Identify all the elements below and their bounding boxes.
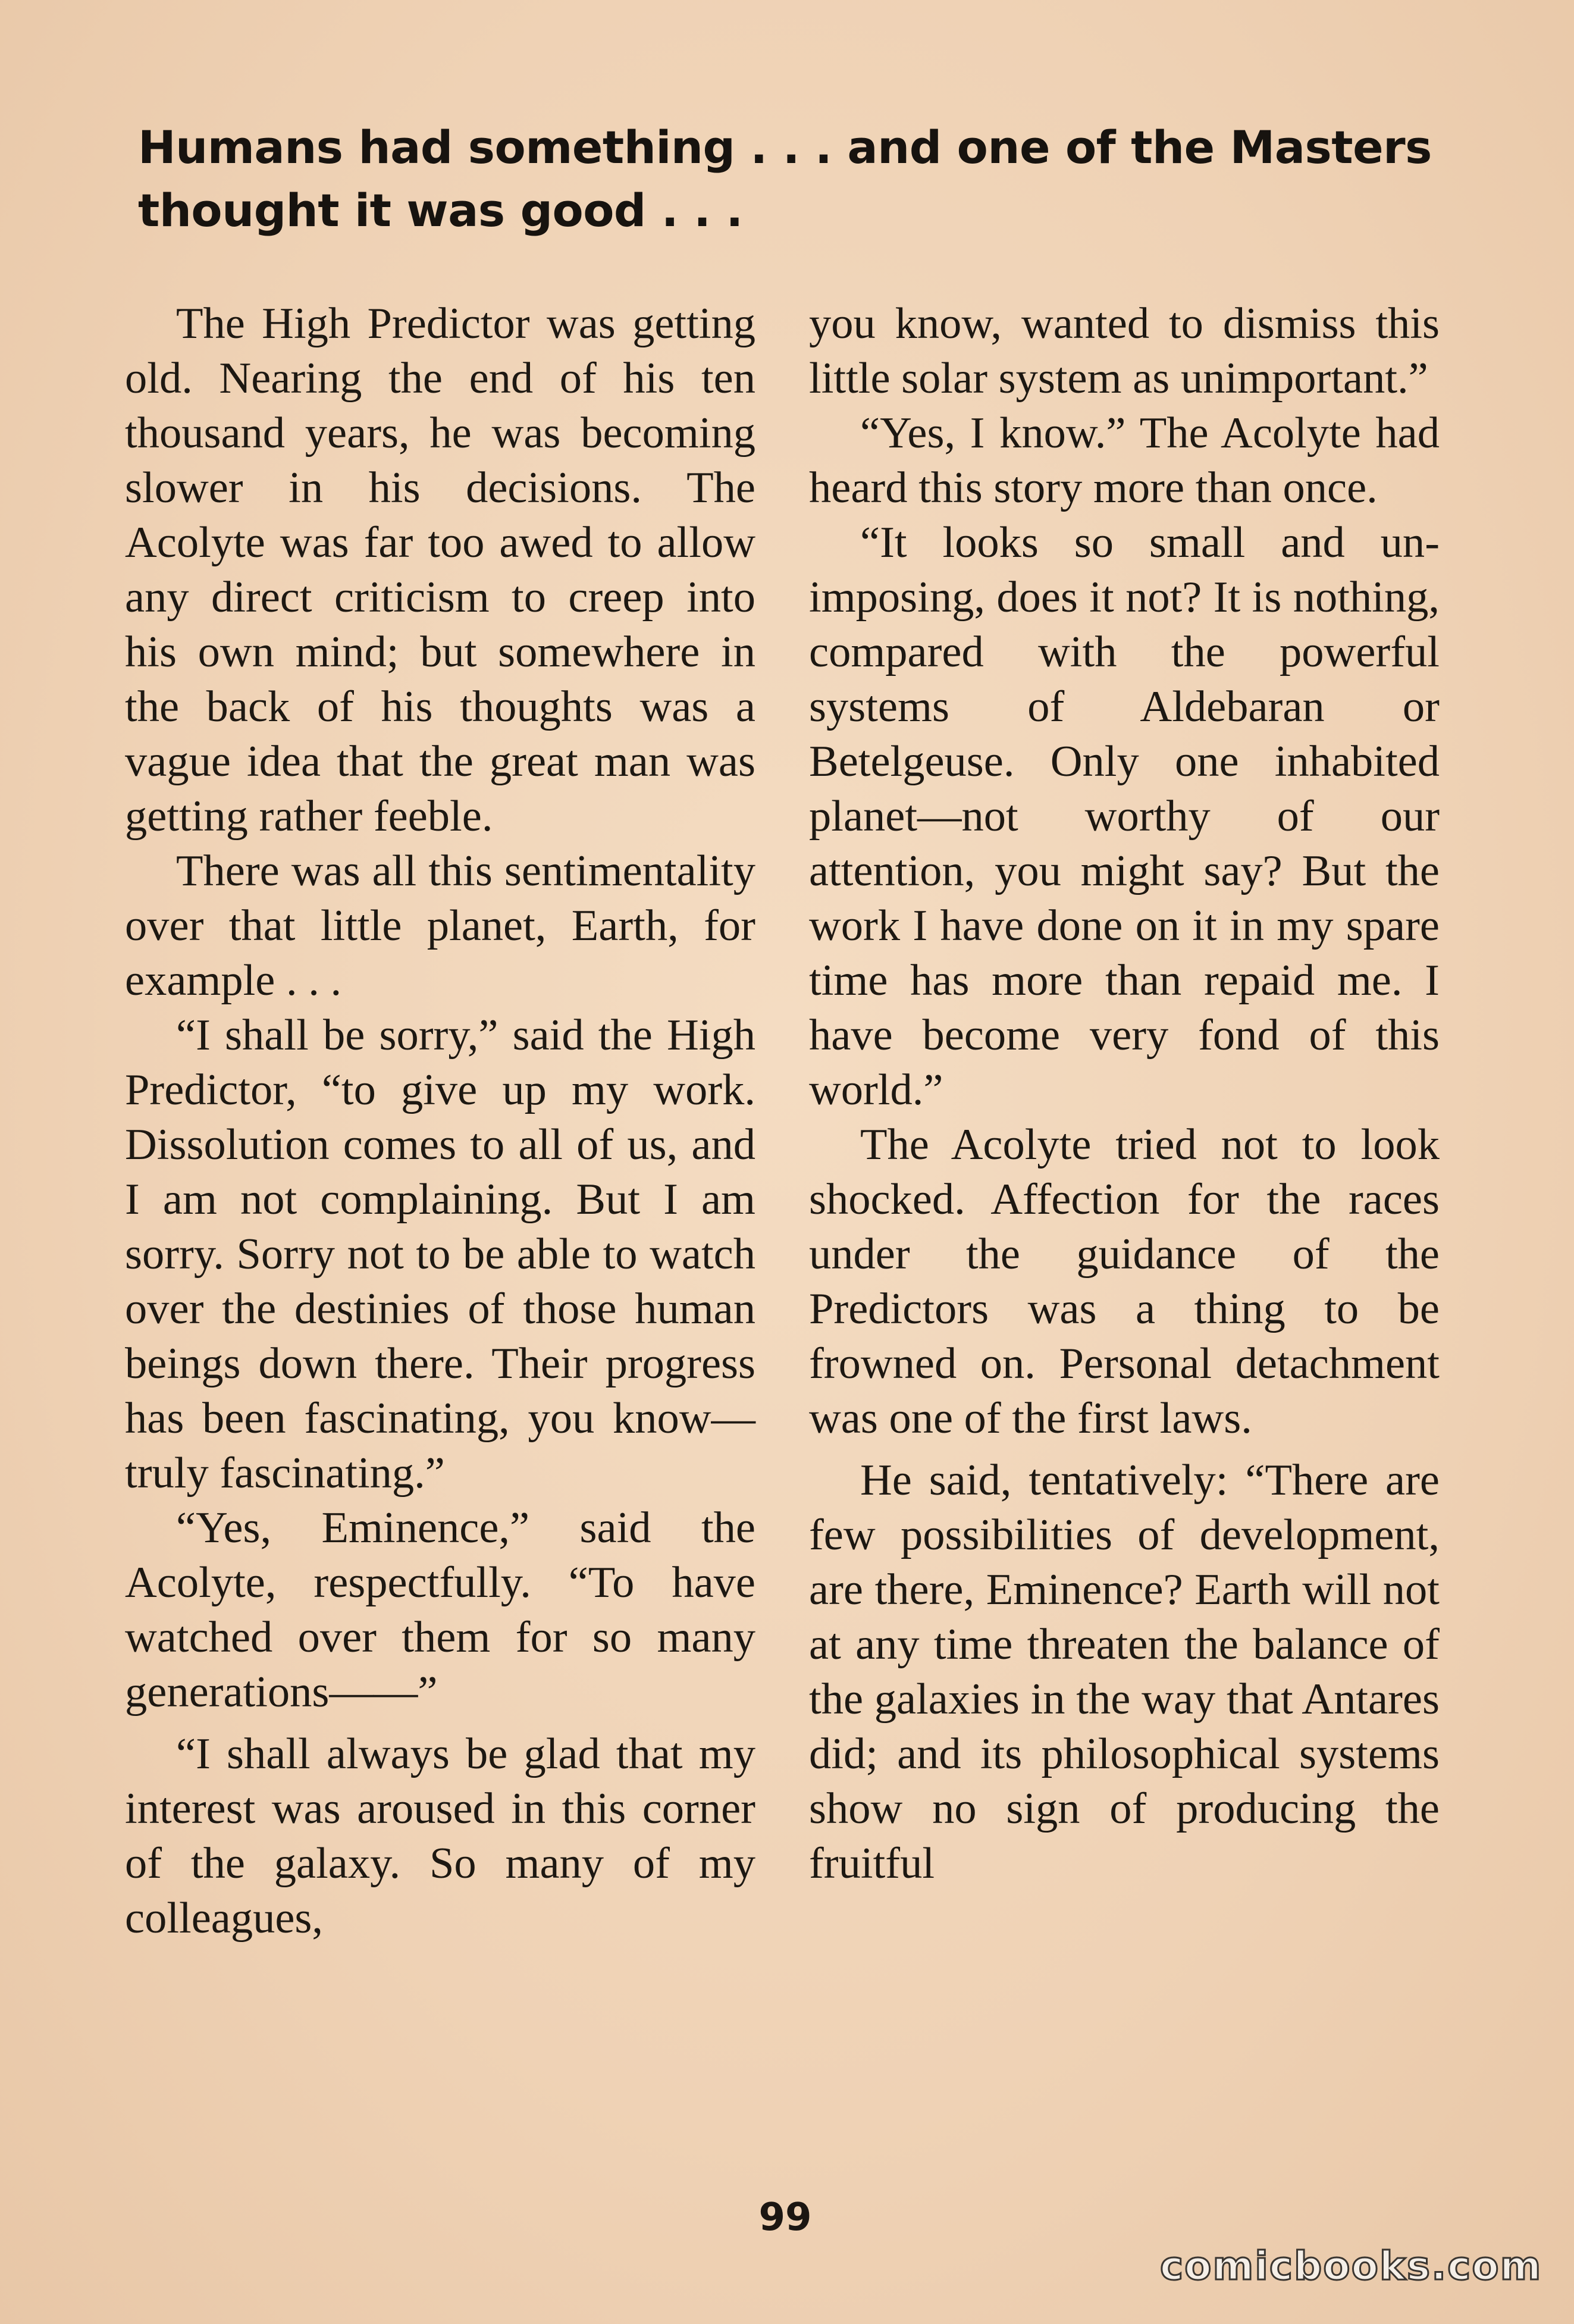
paragraph: There was all this sentimentality over that little planet, Earth, for example . . . [125, 847, 755, 1005]
paragraph: The High Predictor was getting old. Nearing the end of his ten thousand years, he was becoming slower in his decisions. The Acolyte was far too awed to allow any direct criticism to creep into his own mind; but somewhere in the back of his thoughts was a vague idea that the great man was getting rather feeble. [125, 299, 755, 841]
page-number: 99 [758, 2195, 812, 2240]
paragraph: “I shall be sorry,” said the High Predictor, “to give up my work. Dissolution comes to all of us, and I am not complaining. But I am sorry. Sorry not to be able to watch over the destinies of those human beings down there. Their progress has been fascinating, you know—truly fascinating.” [125, 1011, 755, 1498]
paragraph: “Yes, I know.” The Acolyte had heard this story more than once. [809, 409, 1440, 512]
left-text-column [125, 296, 755, 1946]
story-blurb-heading [138, 116, 1465, 242]
right-text-column [809, 296, 1440, 1891]
paragraph: He said, tentatively: “There are few possibilities of development, are there, Eminence? Earth will not at any time threaten the balance of the galaxies in the way that Antares did; and its philosophical systems show no sign of producing the fruitful [809, 1456, 1440, 1888]
watermark: comicbooks.com [1160, 2243, 1542, 2289]
paragraph: The Acolyte tried not to look shocked. Affection for the races under the guidance of the Predictors was a thing to be frowned on. Personal detachment was one of the first laws. [809, 1120, 1440, 1443]
paragraph: “I shall always be glad that my interest was aroused in this corner of the galaxy. So many of my colleagues, [125, 1730, 755, 1943]
paragraph: you know, wanted to dismiss this little solar system as unimportant.” [809, 299, 1440, 403]
paragraph: “Yes, Eminence,” said the Acolyte, respectfully. “To have watched over them for so many generations——” [125, 1504, 755, 1717]
heading-line-2: thought it was good . . . [138, 184, 743, 237]
paragraph: “It looks so small and unimposing, does it not? It is nothing, compared with the powerful systems of Aldebaran or Betelgeuse. Only one inhabited planet—not worthy of our attention, you might say? But the work I have done on it in my spare time has more than repaid me. I have become very fond of this world.” [809, 518, 1440, 1114]
heading-line-1: Humans had something . . . and one of the Masters [138, 121, 1432, 174]
